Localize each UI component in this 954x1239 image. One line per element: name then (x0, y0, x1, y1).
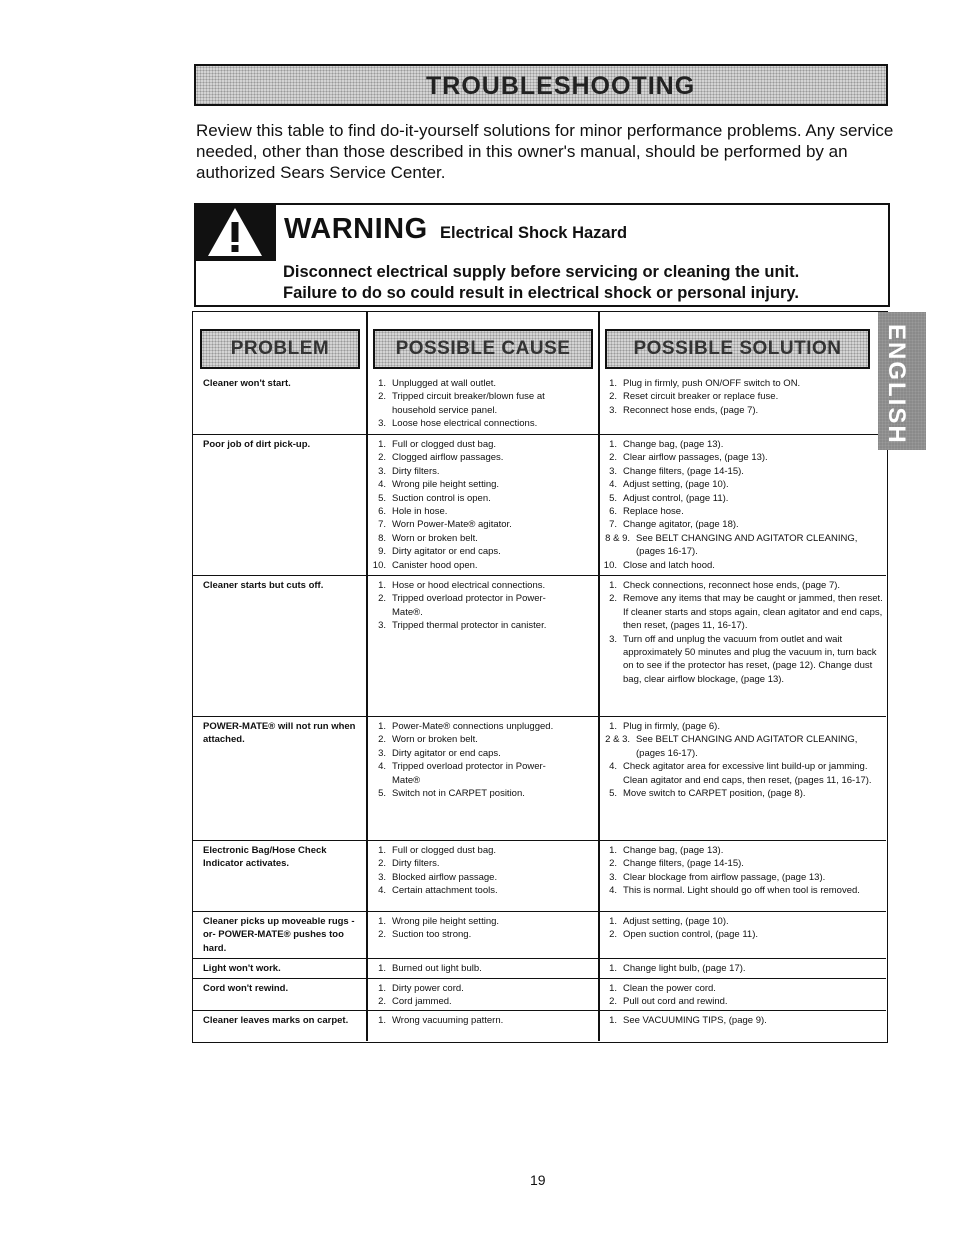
item-number: 1. (378, 983, 386, 994)
language-tab (878, 312, 926, 450)
item-text: Wrong pile height setting. (392, 479, 500, 491)
item-text: Hose or hood electrical connections. (392, 580, 546, 591)
item-number: 1. (609, 1015, 617, 1026)
list-item (369, 438, 569, 451)
item-text: Check agitator area for excessive lint build-up or jamming. Clean agitator and end caps, then reset, (pages 11, 16-17). (623, 761, 872, 786)
warning-line-1: Disconnect electrical supply before servicing or cleaning the unit. (283, 263, 800, 281)
problem-cell: Cleaner leaves marks on carpet. (203, 1015, 349, 1026)
list-item (600, 995, 883, 1008)
item-number: 10. (372, 559, 386, 571)
item-number: 2 & 3. (605, 734, 630, 746)
item-text: Clear airflow passages, (page 13). (623, 452, 768, 464)
item-number: 3. (609, 465, 617, 477)
list-item (600, 884, 883, 897)
title-bar (194, 64, 888, 106)
item-text: Suction too strong. (392, 929, 472, 941)
item-number: 5. (609, 492, 617, 504)
item-number: 1. (609, 963, 617, 974)
item-text: Cord jammed. (392, 996, 452, 1008)
item-number: 1. (378, 580, 386, 591)
item-text: Full or clogged dust bag. (392, 439, 497, 450)
cause-cell (369, 720, 569, 800)
row-divider (193, 958, 886, 959)
list-item (600, 390, 883, 403)
list-item (369, 532, 569, 545)
item-text: Clear blockage from airflow passage, (page 13). (623, 871, 826, 883)
item-number: 4. (378, 761, 386, 773)
list-item (600, 915, 883, 928)
item-text: Adjust setting, (page 10). (623, 916, 729, 927)
item-text: Pull out cord and rewind. (623, 996, 728, 1008)
item-number: 3. (378, 418, 386, 430)
troubleshooting-table (192, 311, 888, 1043)
list-item (369, 733, 569, 746)
item-number: 8. (378, 532, 386, 544)
item-text: Dirty power cord. (392, 983, 464, 994)
warning-line-2: Failure to do so could result in electrical shock or personal injury. (283, 284, 799, 302)
item-number: 5. (609, 788, 617, 800)
problem-cell: Electronic Bag/Hose Check Indicator activates. (203, 845, 327, 870)
item-number: 1. (378, 916, 386, 927)
item-text: Suction control is open. (392, 492, 491, 504)
list-item (600, 518, 883, 531)
list-item (369, 787, 569, 800)
item-text: Change agitator, (page 18). (623, 519, 739, 531)
item-number: 1. (609, 378, 617, 389)
list-item (600, 928, 883, 941)
item-text: Worn Power-Mate® agitator. (392, 519, 512, 531)
cause-cell (369, 438, 569, 572)
solution-cell (600, 720, 883, 800)
column-divider (366, 312, 368, 1041)
list-item (600, 592, 883, 632)
item-text: Power-Mate® connections unplugged. (392, 721, 554, 732)
problem-cell: POWER-MATE® will not run when attached. (203, 721, 356, 746)
item-number: 3. (378, 620, 386, 632)
list-item (600, 451, 883, 464)
list-item (369, 747, 569, 760)
item-number: 6. (609, 506, 617, 518)
item-text: See BELT CHANGING AND AGITATOR CLEANING, (pages 16-17). (636, 532, 858, 558)
warning-heading: WARNING (284, 213, 428, 245)
item-number: 1. (378, 721, 386, 732)
item-text: This is normal. Light should go off when tool is removed. (623, 885, 860, 897)
item-number: 1. (378, 963, 386, 974)
item-number: 6. (378, 506, 386, 518)
item-number: 8 & 9. (605, 532, 630, 544)
item-text: Reconnect hose ends, (page 7). (623, 404, 759, 416)
item-text: Wrong vacuuming pattern. (392, 1015, 504, 1026)
item-text: Replace hose. (623, 506, 684, 518)
list-item (369, 592, 569, 619)
list-item (369, 1014, 569, 1027)
problem-cell: Cleaner won't start. (203, 378, 291, 389)
item-number: 1. (609, 439, 617, 450)
list-item (600, 559, 883, 572)
item-text: Tripped thermal protector in canister. (392, 620, 547, 632)
list-item (600, 871, 883, 884)
item-text: Burned out light bulb. (392, 963, 482, 974)
item-text: Change bag, (page 13). (623, 845, 724, 856)
item-number: 10. (603, 559, 617, 571)
item-text: Dirty filters. (392, 858, 440, 870)
row-divider (193, 1010, 886, 1011)
solution-cell (600, 377, 883, 417)
list-item (369, 928, 569, 941)
item-number: 1. (378, 439, 386, 450)
item-number: 2. (378, 929, 386, 941)
row-divider (193, 716, 886, 717)
cause-cell (369, 982, 569, 1009)
item-number: 3. (609, 404, 617, 416)
list-item (369, 884, 569, 897)
item-text: Dirty agitator or end caps. (392, 747, 501, 759)
list-item (369, 760, 569, 787)
list-item (369, 915, 569, 928)
cause-cell (369, 579, 569, 633)
list-item (369, 720, 569, 733)
item-number: 2. (378, 996, 386, 1008)
item-text: See BELT CHANGING AND AGITATOR CLEANING, (pages 16-17). (636, 734, 858, 759)
item-text: Full or clogged dust bag. (392, 845, 497, 856)
item-text: Tripped circuit breaker/blown fuse at household service panel. (392, 391, 545, 416)
item-number: 7. (609, 519, 617, 531)
item-text: Plug in firmly, push ON/OFF switch to ON. (623, 378, 801, 389)
item-number: 2. (609, 593, 617, 605)
item-number: 2. (609, 391, 617, 403)
item-text: Change filters, (page 14-15). (623, 465, 744, 477)
item-number: 3. (378, 871, 386, 883)
list-item (600, 465, 883, 478)
solution-cell (600, 1014, 883, 1027)
item-number: 2. (609, 858, 617, 870)
item-text: Hole in hose. (392, 506, 448, 518)
solution-cell (600, 579, 883, 686)
list-item (369, 871, 569, 884)
list-item (600, 760, 883, 787)
row-divider (193, 911, 886, 912)
warning-subtitle: Electrical Shock Hazard (440, 224, 628, 242)
list-item (600, 720, 883, 733)
list-item (600, 982, 883, 995)
row-divider (193, 434, 886, 435)
list-item (600, 532, 883, 559)
item-number: 2. (609, 996, 617, 1008)
item-number: 4. (609, 479, 617, 491)
problem-cell: Cleaner starts but cuts off. (203, 580, 324, 591)
item-text: Dirty filters. (392, 465, 440, 477)
item-text: Clogged airflow passages. (392, 452, 504, 464)
row-divider (193, 575, 886, 576)
item-text: Wrong pile height setting. (392, 916, 500, 927)
list-item (600, 787, 883, 800)
list-item (600, 633, 883, 687)
item-text: Blocked airflow passage. (392, 871, 498, 883)
problem-cell: Poor job of dirt pick-up. (203, 439, 311, 450)
item-number: 4. (609, 761, 617, 773)
item-number: 4. (378, 885, 386, 897)
list-item (369, 559, 569, 572)
item-number: 2. (609, 929, 617, 941)
list-item (369, 377, 569, 390)
list-item (369, 844, 569, 857)
header-problem: PROBLEM (200, 329, 360, 369)
item-text: Tripped overload protector in Power-Mate®. (392, 593, 546, 618)
item-number: 3. (378, 747, 386, 759)
item-text: Certain attachment tools. (392, 885, 498, 897)
item-text: Check connections, reconnect hose ends, (page 7). (623, 580, 841, 591)
item-number: 4. (378, 479, 386, 491)
list-item (369, 492, 569, 505)
item-number: 2. (609, 452, 617, 464)
item-number: 1. (609, 916, 617, 927)
list-item (600, 962, 883, 975)
item-number: 3. (378, 465, 386, 477)
list-item (369, 579, 569, 592)
item-text: Unplugged at wall outlet. (392, 378, 497, 389)
item-number: 1. (609, 721, 617, 732)
list-item (600, 1014, 883, 1027)
item-text: Plug in firmly, (page 6). (623, 721, 720, 732)
item-text: Worn or broken belt. (392, 532, 478, 544)
list-item (369, 518, 569, 531)
item-text: Open suction control, (page 11). (623, 929, 759, 941)
list-item (600, 733, 883, 760)
item-text: Tripped overload protector in Power-Mate® (392, 761, 546, 786)
header-possible-solution: POSSIBLE SOLUTION (605, 329, 870, 369)
list-item (369, 417, 569, 430)
item-number: 3. (609, 871, 617, 883)
list-item (600, 404, 883, 417)
solution-cell (600, 982, 883, 1009)
header-possible-cause: POSSIBLE CAUSE (373, 329, 593, 369)
cause-cell (369, 915, 569, 942)
item-number: 9. (378, 546, 386, 558)
item-number: 2. (378, 734, 386, 746)
solution-cell (600, 962, 883, 975)
list-item (369, 451, 569, 464)
item-number: 3. (609, 633, 617, 645)
item-text: Move switch to CARPET position, (page 8). (623, 788, 806, 800)
page-number: 19 (530, 1172, 546, 1188)
list-item (369, 857, 569, 870)
list-item (600, 438, 883, 451)
item-text: See VACUUMING TIPS, (page 9). (623, 1015, 767, 1026)
item-number: 2. (378, 452, 386, 464)
solution-cell (600, 438, 883, 572)
language-tab-label: ENGLISH (883, 324, 910, 445)
item-number: 2. (378, 391, 386, 403)
problem-cell: Cleaner picks up moveable rugs -or- POWER-MATE® pushes too hard. (203, 916, 355, 954)
item-number: 1. (609, 983, 617, 994)
list-item (369, 995, 569, 1008)
item-text: Turn off and unplug the vacuum from outlet and wait approximately 50 minutes and plug the vacuum in, turn back on to see if the protector has reset, (page 12). Change dust bag, clear airflow blockage, (page 13). (623, 633, 877, 685)
list-item (369, 545, 569, 558)
row-divider (193, 840, 886, 841)
problem-cell: Cord won't rewind. (203, 983, 289, 994)
item-text: Canister hood open. (392, 559, 478, 571)
list-item (369, 465, 569, 478)
list-item (600, 579, 883, 592)
item-number: 1. (378, 1015, 386, 1026)
row-divider (193, 978, 886, 979)
item-text: Dirty agitator or end caps. (392, 546, 501, 558)
item-number: 1. (609, 845, 617, 856)
intro-paragraph: Review this table to find do-it-yourself solutions for minor performance problems. Any service needed, other than those described in this owner's manual, should be performed by an authorized Sears Service Center. (196, 121, 894, 182)
item-text: Change bag, (page 13). (623, 439, 724, 450)
cause-cell (369, 844, 569, 898)
cause-cell (369, 377, 569, 431)
item-text: Change light bulb, (page 17). (623, 963, 746, 974)
solution-cell (600, 915, 883, 942)
list-item (369, 982, 569, 995)
list-item (600, 857, 883, 870)
list-item (600, 377, 883, 390)
item-text: Close and latch hood. (623, 559, 715, 571)
list-item (369, 962, 569, 975)
item-text: Adjust control, (page 11). (623, 492, 729, 504)
item-number: 7. (378, 519, 386, 531)
list-item (369, 619, 569, 632)
warning-icon (194, 203, 276, 261)
item-text: Remove any items that may be caught or jammed, then reset. If cleaner starts and stops again, clean agitator and end caps, then reset, (pages 11, 16-17). (623, 593, 883, 632)
page-title: TROUBLESHOOTING (426, 72, 696, 100)
item-number: 2. (378, 858, 386, 870)
item-text: Worn or broken belt. (392, 734, 478, 746)
list-item (600, 505, 883, 518)
list-item (369, 505, 569, 518)
cause-cell (369, 962, 569, 975)
item-text: Reset circuit breaker or replace fuse. (623, 391, 779, 403)
item-number: 1. (378, 378, 386, 389)
list-item (369, 390, 569, 417)
item-number: 5. (378, 492, 386, 504)
item-number: 1. (378, 845, 386, 856)
item-text: Switch not in CARPET position. (392, 788, 525, 800)
item-text: Clean the power cord. (623, 983, 716, 994)
item-number: 1. (609, 580, 617, 591)
cause-cell (369, 1014, 569, 1027)
item-number: 4. (609, 885, 617, 897)
list-item (600, 478, 883, 491)
item-text: Loose hose electrical connections. (392, 418, 538, 430)
list-item (369, 478, 569, 491)
list-item (600, 492, 883, 505)
solution-cell (600, 844, 883, 898)
item-number: 2. (378, 593, 386, 605)
problem-cell: Light won't work. (203, 963, 281, 974)
item-text: Change filters, (page 14-15). (623, 858, 744, 870)
item-number: 5. (378, 788, 386, 800)
list-item (600, 844, 883, 857)
item-text: Adjust setting, (page 10). (623, 479, 729, 491)
